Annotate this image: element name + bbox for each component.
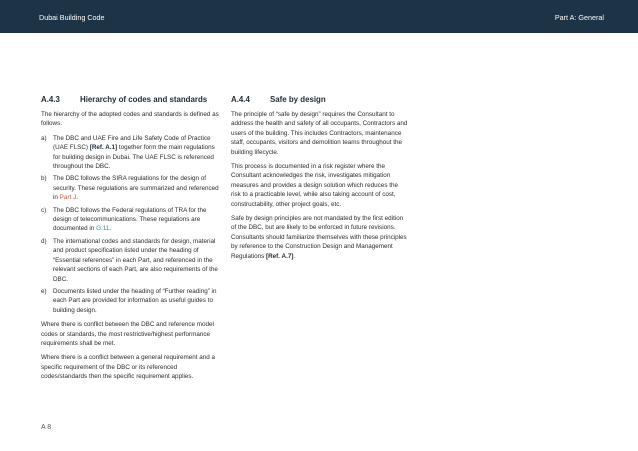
list-marker: b) bbox=[41, 175, 47, 183]
section-number: A.4.4 bbox=[231, 95, 250, 104]
risk-register-paragraph: This process is documented in a risk register where the Consultant acknowledges the risk, investigates mitigation measures and provides a design solution which reduces the risk to a practicable level, while also taking account of cost, constructability, other project goals, etc. bbox=[231, 163, 398, 208]
reference-link[interactable]: [Ref. A.7] bbox=[266, 252, 294, 260]
list-text: . bbox=[109, 225, 111, 233]
list-item bbox=[41, 134, 219, 172]
list-text: The international codes and standards for design, material and product specification listed under the heading of “Essential references” in each Part, and referenced in the relevant sections of each Part, are also requirements of the DBC. bbox=[53, 237, 218, 283]
safe-by-design-paragraph: The principle of “safe by design” requires the Consultant to address the health and safety of all occupants, Contractors and users of the building. This includes Contractors, maintenance staff, occupants, visitors and demolition teams throughout the building lifecycle. bbox=[231, 111, 408, 156]
section-title: Part A: General bbox=[554, 13, 604, 22]
left-column bbox=[41, 95, 219, 387]
section-heading-a44 bbox=[231, 95, 409, 105]
list-text: The DBC follows the Federal regulations of TRA for the design of telecommunications. These regulations are documented in bbox=[53, 206, 207, 233]
section-number: A.4.3 bbox=[41, 95, 60, 104]
right-column bbox=[231, 95, 409, 266]
document-title: Dubai Building Code bbox=[39, 13, 105, 22]
list-text: The DBC follows the SIRA regulations for the design of security. These regulations are summarized and referenced in bbox=[53, 175, 219, 202]
part-j-link[interactable]: Part J bbox=[59, 194, 77, 202]
list-text: Documents listed under the heading of “Further reading” in each Part are provided for information as useful guides to building design. bbox=[53, 287, 217, 314]
reference-link[interactable]: [Ref. A.1] bbox=[89, 144, 118, 152]
list-text: together form the main regulations for building design in Dubai. The UAE FLSC is referenced throughout the DBC. bbox=[53, 144, 215, 171]
list-item bbox=[41, 237, 219, 284]
list-marker: c) bbox=[41, 206, 47, 214]
list-marker: d) bbox=[41, 237, 47, 245]
section-title: Hierarchy of codes and standards bbox=[80, 95, 208, 104]
list-marker: a) bbox=[41, 134, 47, 142]
paragraph-text: . bbox=[293, 252, 296, 260]
page-number: A 8 bbox=[41, 424, 52, 431]
page-header bbox=[0, 0, 638, 33]
paragraph-text: Safe by design principles are not mandated by the first edition of the DBC, but are likely to be enforced in future revisions. Consultants should familiarize themselves with these principles by reference to the Construction Design and Management Regulations bbox=[231, 215, 407, 260]
conflict-paragraph: Where there is conflict between the DBC and reference model codes or standards, the most restrictive/highest performance requirements shall be met. bbox=[41, 321, 214, 347]
g11-link[interactable]: G.11 bbox=[96, 225, 110, 233]
list-item bbox=[41, 206, 219, 234]
section-title: Safe by design bbox=[270, 95, 326, 104]
list-marker: e) bbox=[41, 287, 47, 295]
specific-requirement-paragraph: Where there is a conflict between a general requirement and a specific requirement of the DBC or its referenced codes/standards then the specific requirement applies. bbox=[41, 354, 215, 381]
list-item bbox=[41, 174, 219, 202]
hierarchy-list bbox=[41, 134, 219, 315]
principles-paragraph bbox=[231, 214, 409, 261]
list-text: The DBC and UAE Fire and Life Safety Code of Practice (UAE FLSC) bbox=[53, 134, 211, 152]
section-heading-a43 bbox=[41, 95, 219, 105]
list-item bbox=[41, 287, 219, 315]
intro-paragraph: The hierarchy of the adopted codes and standards is defined as follows. bbox=[41, 111, 219, 128]
list-text: . bbox=[76, 194, 78, 202]
